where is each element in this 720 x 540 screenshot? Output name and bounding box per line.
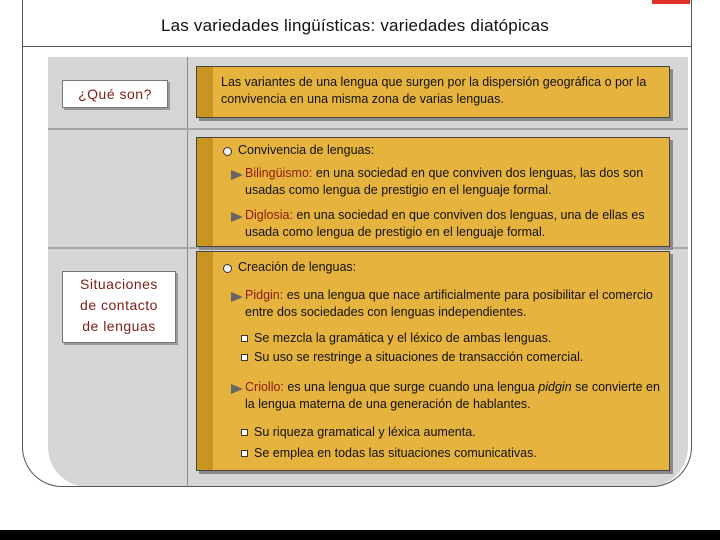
criollo-bullet: Su riqueza gramatical y léxica aumenta. (254, 425, 476, 439)
bilinguismo-item (245, 165, 665, 199)
label-que-son (62, 80, 168, 108)
bilinguismo-text: en una sociedad en que conviven dos lenguas, las dos son usadas como lengua de prestigio en el lenguaje formal. (245, 166, 644, 197)
pidgin-bullet: Su uso se restringe a situaciones de transacción comercial. (254, 350, 584, 364)
arrow-bullet-icon (231, 170, 243, 180)
criollo-term: Criollo: (245, 380, 284, 394)
definition-box (196, 66, 670, 118)
label-situaciones (62, 271, 176, 343)
criollo-item (245, 379, 665, 413)
divider-vertical (187, 57, 188, 487)
label-que-son-text: ¿Qué son? (78, 86, 152, 102)
pidgin-item (245, 287, 665, 321)
diglosia-text: en una sociedad en que conviven dos lenguas, una de ellas es usada como lengua de prestigio en el lenguaje formal. (245, 208, 645, 239)
arrow-bullet-icon (231, 292, 243, 302)
square-bullet-icon (241, 429, 248, 436)
pidgin-text: es una lengua que nace artificialmente para posibilitar el comercio entre dos sociedades con lenguas independientes. (245, 288, 653, 319)
circle-bullet-icon (223, 264, 232, 273)
gold-strip (197, 67, 213, 117)
convivencia-heading: Convivencia de lenguas: (238, 143, 375, 157)
divider-horizontal (48, 128, 688, 130)
diglosia-term: Diglosia: (245, 208, 293, 222)
label-line: de contacto (80, 297, 158, 313)
creacion-box (196, 251, 670, 471)
pidgin-bullet: Se mezcla la gramática y el léxico de ambas lenguas. (254, 331, 552, 345)
criollo-text: es una lengua que surge cuando una lengua (283, 380, 539, 394)
pidgin-term: Pidgin: (245, 288, 284, 302)
definition-text: Las variantes de una lengua que surgen por la dispersión geográfica o por la convivencia en una misma zona de varias lenguas. (221, 75, 647, 106)
label-line: Situaciones (80, 276, 158, 292)
square-bullet-icon (241, 335, 248, 342)
page-title: Las variedades lingüísticas: variedades diatópicas (160, 16, 549, 35)
divider-horizontal (48, 247, 688, 249)
criollo-bullet: Se emplea en todas las situaciones comunicativas. (254, 446, 537, 460)
bilinguismo-term: Bilingüismo: (245, 166, 313, 180)
criollo-text-b: se convierte en la lengua materna de una generación de hablantes. (245, 380, 660, 411)
creacion-heading: Creación de lenguas: (238, 260, 357, 274)
square-bullet-icon (241, 450, 248, 457)
gold-strip (197, 252, 213, 470)
label-line: de lenguas (82, 318, 156, 334)
arrow-bullet-icon (231, 212, 243, 222)
circle-bullet-icon (223, 147, 232, 156)
arrow-bullet-icon (231, 384, 243, 394)
square-bullet-icon (241, 354, 248, 361)
diglosia-item (245, 207, 665, 241)
criollo-italic: pidgin (538, 380, 572, 394)
convivencia-box (196, 137, 670, 247)
gold-strip (197, 138, 213, 246)
